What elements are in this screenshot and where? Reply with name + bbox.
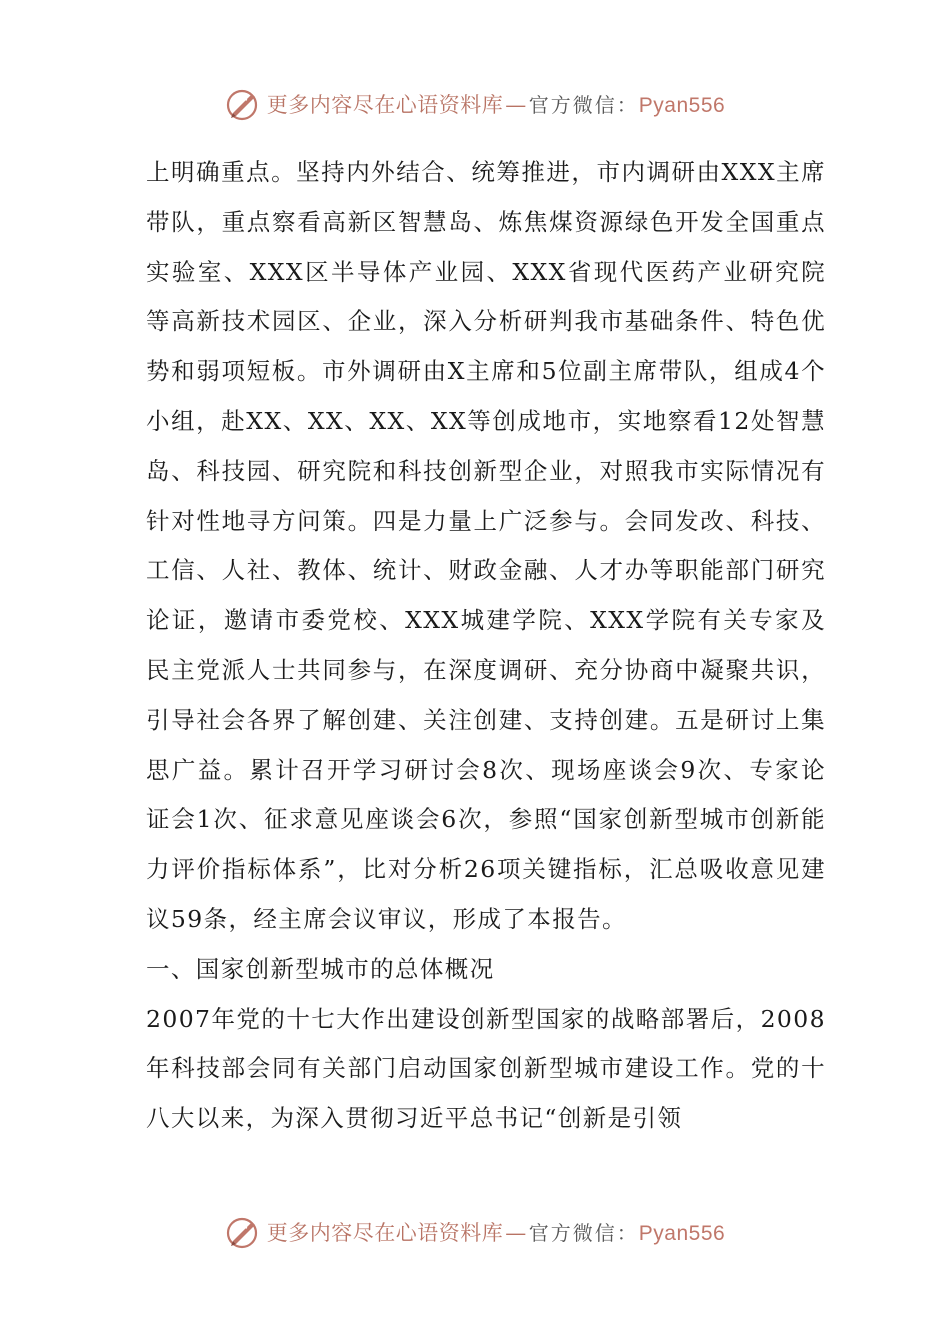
watermark-dash: — xyxy=(505,93,527,117)
pen-logo-icon xyxy=(225,86,261,122)
pen-logo-icon xyxy=(225,1214,261,1250)
paragraph-overview: 2007年党的十七大作出建设创新型国家的战略部署后，2008年科技部会同有关部门启动国家创新型城市建设工作。党的十八大以来，为深入贯彻习近平总书记“创新是引领 xyxy=(146,1004,826,1133)
watermark-dash: — xyxy=(505,1221,527,1245)
watermark-text xyxy=(267,1217,725,1247)
watermark-label: 官方微信： xyxy=(528,1221,639,1245)
watermark-title: 更多内容尽在心语资料库 xyxy=(266,1221,504,1245)
paragraph-continued: 上明确重点。坚持内外结合、统筹推进，市内调研由XXX主席带队，重点察看高新区智慧岛、炼焦煤资源绿色开发全国重点实验室、XXX区半导体产业园、XXX省现代医药产业研究院等高新技术园区、企业，深入分析研判我市基础条件、特色优势和弱项短板。市外调研由X主席和5位副主席带队，组成4个小组，赴XX、XX、XX、XX等创成地市，实地察看12处智慧岛、科技园、研究院和科技创新型企业，对照我市实际情况有针对性地寻方问策。四是力量上广泛参与。会同发改、科技、工信、人社、教体、统计、财政金融、人才办等职能部门研究论证，邀请市委党校、XXX城建学院、XXX学院有关专家及民主党派人士共同参与，在深度调研、充分协商中凝聚共识，引导社会各界了解创建、关注创建、支持创建。五是研讨上集思广益。累计召开学习研讨会8次、现场座谈会9次、专家论证会1次、征求意见座谈会6次，参照“国家创新型城市创新能力评价指标体系”，比对分析26项关键指标，汇总吸收意见建议59条，经主席会议审议，形成了本报告。 xyxy=(146,158,826,933)
section-heading: 一、国家创新型城市的总体概况 xyxy=(146,954,495,983)
watermark-text xyxy=(267,89,725,119)
watermark-wechat-id: Pyan556 xyxy=(638,1222,726,1245)
document-body xyxy=(146,148,826,1144)
header-watermark-banner xyxy=(0,82,950,126)
footer-watermark-banner xyxy=(0,1210,950,1254)
watermark-wechat-id: Pyan556 xyxy=(638,94,726,117)
watermark-title: 更多内容尽在心语资料库 xyxy=(266,93,504,117)
watermark-label: 官方微信： xyxy=(528,93,639,117)
